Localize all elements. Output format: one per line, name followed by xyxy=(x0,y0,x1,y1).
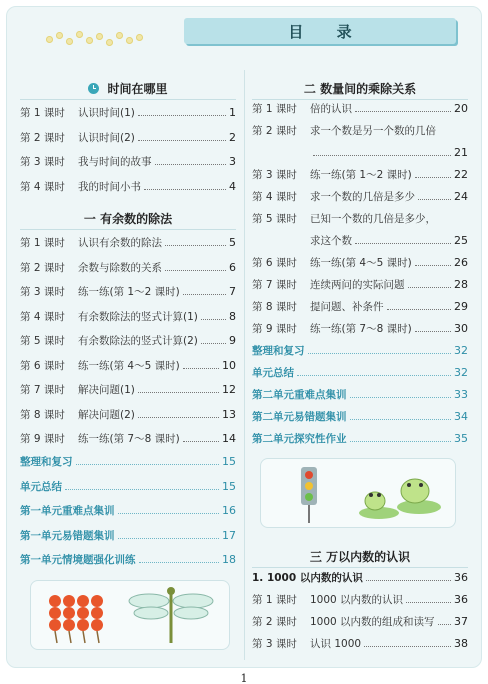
entry-title: 1000 以内数的组成和读写 xyxy=(310,616,435,628)
toc-entry[interactable] xyxy=(20,179,236,195)
toc-entry[interactable] xyxy=(252,123,468,139)
toc-entry[interactable] xyxy=(20,130,236,146)
entry-title: 已知一个数的几倍是多少， xyxy=(310,213,436,225)
entry-title: 第一单元易错题集训 xyxy=(20,529,115,542)
entry-title: 整理和复习 xyxy=(20,456,73,468)
lesson-number: 第 2 课时 xyxy=(252,125,297,137)
lesson-number: 第 2 课时 xyxy=(20,261,65,274)
lesson-number: 第 7 课时 xyxy=(20,384,65,396)
toc-extra-entry[interactable] xyxy=(20,552,236,568)
toc-entry[interactable] xyxy=(252,189,468,205)
leader-dots xyxy=(350,431,451,442)
page-ref: 9 xyxy=(229,334,236,347)
lesson-number: 第 4 课时 xyxy=(20,310,65,323)
divider xyxy=(20,229,236,230)
leader-dots xyxy=(355,101,451,112)
leader-dots xyxy=(408,277,451,288)
page-ref: 16 xyxy=(222,504,236,517)
leader-dots xyxy=(201,309,226,320)
section-heading-unit2: 二 数量间的乘除关系 xyxy=(303,82,417,96)
lesson-number: 第 3 课时 xyxy=(20,286,65,298)
page-ref: 3 xyxy=(229,155,236,168)
toc-entry[interactable] xyxy=(252,211,468,227)
toc-entry[interactable] xyxy=(20,284,236,300)
toc-extra-entry[interactable] xyxy=(252,431,468,447)
page-ref: 15 xyxy=(222,455,236,468)
toc-extra-entry[interactable] xyxy=(252,387,468,403)
page-ref: 13 xyxy=(222,407,236,421)
toc-entry[interactable] xyxy=(252,299,468,315)
toc-entry[interactable] xyxy=(20,431,236,447)
page-ref: 29 xyxy=(454,300,468,313)
leader-dots xyxy=(138,130,226,141)
page-ref: 28 xyxy=(454,278,468,291)
page-ref: 20 xyxy=(454,102,468,115)
page-ref: 7 xyxy=(229,285,236,298)
lesson-number: 第 2 课时 xyxy=(252,616,297,628)
page-ref: 6 xyxy=(229,260,236,274)
entry-title: 认识有余数的除法 xyxy=(78,237,162,249)
page-ref: 22 xyxy=(454,168,468,181)
lesson-number: 第 9 课时 xyxy=(252,323,297,335)
leader-dots xyxy=(76,454,219,465)
page-ref: 36 xyxy=(454,571,468,584)
toc-extra-entry[interactable] xyxy=(20,454,236,470)
leader-dots xyxy=(415,255,451,266)
page-ref: 32 xyxy=(454,344,468,357)
traffic-light-and-frogs-illustration xyxy=(261,459,457,529)
entry-title: 整理和复习 xyxy=(252,345,305,357)
entry-title: 我与时间的故事 xyxy=(78,156,152,168)
entry-title: 练一练(第 1～2 课时) xyxy=(78,286,180,298)
toc-entry[interactable] xyxy=(252,592,468,608)
page-number: 1 xyxy=(240,672,248,684)
entry-title: 单元总结 xyxy=(252,367,294,379)
page-ref: 35 xyxy=(454,432,468,445)
toc-entry[interactable] xyxy=(20,235,236,251)
leader-dots xyxy=(313,145,451,156)
toc-entry[interactable] xyxy=(252,101,468,117)
toc-entry[interactable] xyxy=(252,614,468,630)
toc-extra-entry[interactable] xyxy=(20,479,236,495)
leader-dots xyxy=(183,431,219,442)
entry-title: 认识时间(2) xyxy=(78,131,135,144)
page-ref: 18 xyxy=(222,553,236,566)
leader-dots xyxy=(364,636,451,647)
illustration-panel-candied-fruit-dragonfly xyxy=(30,580,230,650)
toc-title-banner xyxy=(184,18,456,44)
entry-title: 解决问题(2) xyxy=(78,408,135,421)
lesson-number: 第 3 课时 xyxy=(252,638,297,650)
toc-entry[interactable] xyxy=(252,167,468,183)
leader-dots xyxy=(297,365,451,376)
toc-entry[interactable] xyxy=(20,333,236,349)
page-ref: 30 xyxy=(454,322,468,335)
entry-title: 求一个数是另一个数的几倍 xyxy=(310,125,436,137)
page-title: 目 录 xyxy=(288,23,366,41)
entry-title: 第一单元重难点集训 xyxy=(20,505,115,517)
lesson-number: 第 6 课时 xyxy=(252,257,297,269)
toc-entry[interactable] xyxy=(20,382,236,398)
toc-extra-entry[interactable] xyxy=(20,503,236,519)
flower-garland-decoration xyxy=(46,28,142,48)
entry-title: 解决问题(1) xyxy=(78,384,135,396)
toc-entry[interactable] xyxy=(20,105,236,121)
column-divider xyxy=(244,70,245,660)
leader-dots xyxy=(118,528,219,539)
lesson-number: 第 1 课时 xyxy=(252,103,297,115)
toc-entry[interactable] xyxy=(20,260,236,276)
lesson-number: 第 1 课时 xyxy=(252,594,297,606)
entry-title: 求这个数 xyxy=(310,235,352,247)
lesson-number: 第 1 课时 xyxy=(20,237,65,249)
page-ref: 17 xyxy=(222,528,236,542)
divider xyxy=(252,99,468,100)
page-ref: 15 xyxy=(222,479,236,493)
lesson-number: 第 9 课时 xyxy=(20,433,65,445)
leader-dots xyxy=(387,299,451,310)
toc-entry[interactable] xyxy=(252,145,468,161)
entry-title: 练一练(第 7～8 课时) xyxy=(78,433,180,445)
candied-fruit-and-dragonfly-illustration xyxy=(31,581,231,651)
divider xyxy=(252,567,468,568)
leader-dots xyxy=(139,552,219,563)
toc-entry[interactable] xyxy=(252,570,468,586)
leader-dots xyxy=(350,409,451,420)
section-heading-unit1: 一 有余数的除法 xyxy=(83,212,173,226)
lesson-number: 第 3 课时 xyxy=(252,169,297,181)
leader-dots xyxy=(366,570,451,581)
leader-dots xyxy=(138,382,219,393)
toc-entry[interactable] xyxy=(252,233,468,249)
leader-dots xyxy=(415,167,451,178)
entry-title: 认识时间(1) xyxy=(78,107,135,119)
leader-dots xyxy=(165,260,226,271)
toc-extra-entry[interactable] xyxy=(20,528,236,544)
leader-dots xyxy=(183,284,226,295)
toc-extra-entry[interactable] xyxy=(252,343,468,359)
entry-title: 第二单元重难点集训 xyxy=(252,389,347,401)
lesson-number: 第 8 课时 xyxy=(252,301,297,313)
leader-dots xyxy=(118,503,219,514)
illustration-panel-traffic-light-frogs xyxy=(260,458,456,528)
section-heading-time: 时间在哪里 xyxy=(20,80,236,97)
toc-entry[interactable] xyxy=(20,154,236,170)
entry-title: 有余数除法的竖式计算(2) xyxy=(78,335,198,347)
leader-dots xyxy=(165,235,226,246)
leader-dots xyxy=(144,179,226,190)
leader-dots xyxy=(406,592,451,603)
leader-dots xyxy=(183,358,219,369)
page-ref: 25 xyxy=(454,234,468,247)
entry-title: 练一练(第 4～5 课时) xyxy=(310,257,412,269)
page-ref: 21 xyxy=(454,146,468,159)
entry-title: 倍的认识 xyxy=(310,103,352,115)
entry-title: 求一个数的几倍是多少 xyxy=(310,191,415,203)
entry-title: 有余数除法的竖式计算(1) xyxy=(78,310,198,323)
toc-extra-entry[interactable] xyxy=(252,409,468,425)
entry-title: 认识 1000 xyxy=(310,638,362,650)
toc-entry[interactable] xyxy=(252,255,468,271)
entry-title: 提问题、补条件 xyxy=(310,301,384,313)
page-ref: 24 xyxy=(454,190,468,203)
lesson-number: 第 7 课时 xyxy=(252,279,297,291)
toc-entry[interactable] xyxy=(252,321,468,337)
entry-title: 1000 以内数的认识 xyxy=(310,594,404,606)
page-ref: 38 xyxy=(454,637,468,650)
page-ref: 36 xyxy=(454,593,468,606)
lesson-number: 第 2 课时 xyxy=(20,131,65,144)
entry-title: 第二单元易错题集训 xyxy=(252,411,347,423)
leader-dots xyxy=(138,407,219,418)
toc-extra-entry[interactable] xyxy=(252,365,468,381)
entry-title: 余数与除数的关系 xyxy=(78,261,162,274)
toc-entry[interactable] xyxy=(20,358,236,374)
lesson-number: 第 1 课时 xyxy=(20,107,65,119)
entry-title: 练一练(第 1～2 课时) xyxy=(310,169,412,181)
entry-title: 1. 1000 以内数的认识 xyxy=(252,572,363,584)
toc-entry[interactable] xyxy=(20,407,236,423)
entry-title: 连续两问的实际问题 xyxy=(310,279,405,291)
leader-dots xyxy=(138,105,226,116)
page-ref: 8 xyxy=(229,309,236,323)
page-ref: 2 xyxy=(229,130,236,144)
clock-icon xyxy=(88,83,99,94)
leader-dots xyxy=(65,479,219,490)
page-ref: 32 xyxy=(454,366,468,379)
lesson-number: 第 3 课时 xyxy=(20,156,65,168)
page-ref: 12 xyxy=(222,383,236,396)
page-ref: 4 xyxy=(229,179,236,193)
entry-title: 练一练(第 4～5 课时) xyxy=(78,359,180,372)
leader-dots xyxy=(415,321,451,332)
lesson-number: 第 6 课时 xyxy=(20,359,65,372)
toc-entry[interactable] xyxy=(252,277,468,293)
entry-title: 第一单元情境题强化训练 xyxy=(20,554,136,566)
toc-entry[interactable] xyxy=(252,636,468,652)
leader-dots xyxy=(355,233,451,244)
lesson-number: 第 4 课时 xyxy=(252,191,297,203)
leader-dots xyxy=(155,154,226,165)
leader-dots xyxy=(201,333,226,344)
page-ref: 5 xyxy=(229,236,236,249)
leader-dots xyxy=(350,387,451,398)
leader-dots xyxy=(308,343,451,354)
lesson-number: 第 4 课时 xyxy=(20,180,65,193)
toc-entry[interactable] xyxy=(20,309,236,325)
entry-title: 单元总结 xyxy=(20,480,62,493)
lesson-number: 第 5 课时 xyxy=(20,335,65,347)
section-heading-unit3: 三 万以内数的认识 xyxy=(309,550,411,564)
page-ref: 33 xyxy=(454,388,468,401)
leader-dots xyxy=(418,189,451,200)
page-ref: 26 xyxy=(454,256,468,269)
lesson-number: 第 5 课时 xyxy=(252,213,297,225)
entry-title: 练一练(第 7～8 课时) xyxy=(310,323,412,335)
page-ref: 34 xyxy=(454,410,468,423)
entry-title: 我的时间小书 xyxy=(78,180,141,193)
divider xyxy=(20,99,236,100)
leader-dots xyxy=(438,614,451,625)
page-ref: 10 xyxy=(222,358,236,372)
page-ref: 14 xyxy=(222,432,236,445)
page-ref: 37 xyxy=(454,615,468,628)
lesson-number: 第 8 课时 xyxy=(20,408,65,421)
entry-title: 第二单元探究性作业 xyxy=(252,433,347,445)
page-ref: 1 xyxy=(229,106,236,119)
